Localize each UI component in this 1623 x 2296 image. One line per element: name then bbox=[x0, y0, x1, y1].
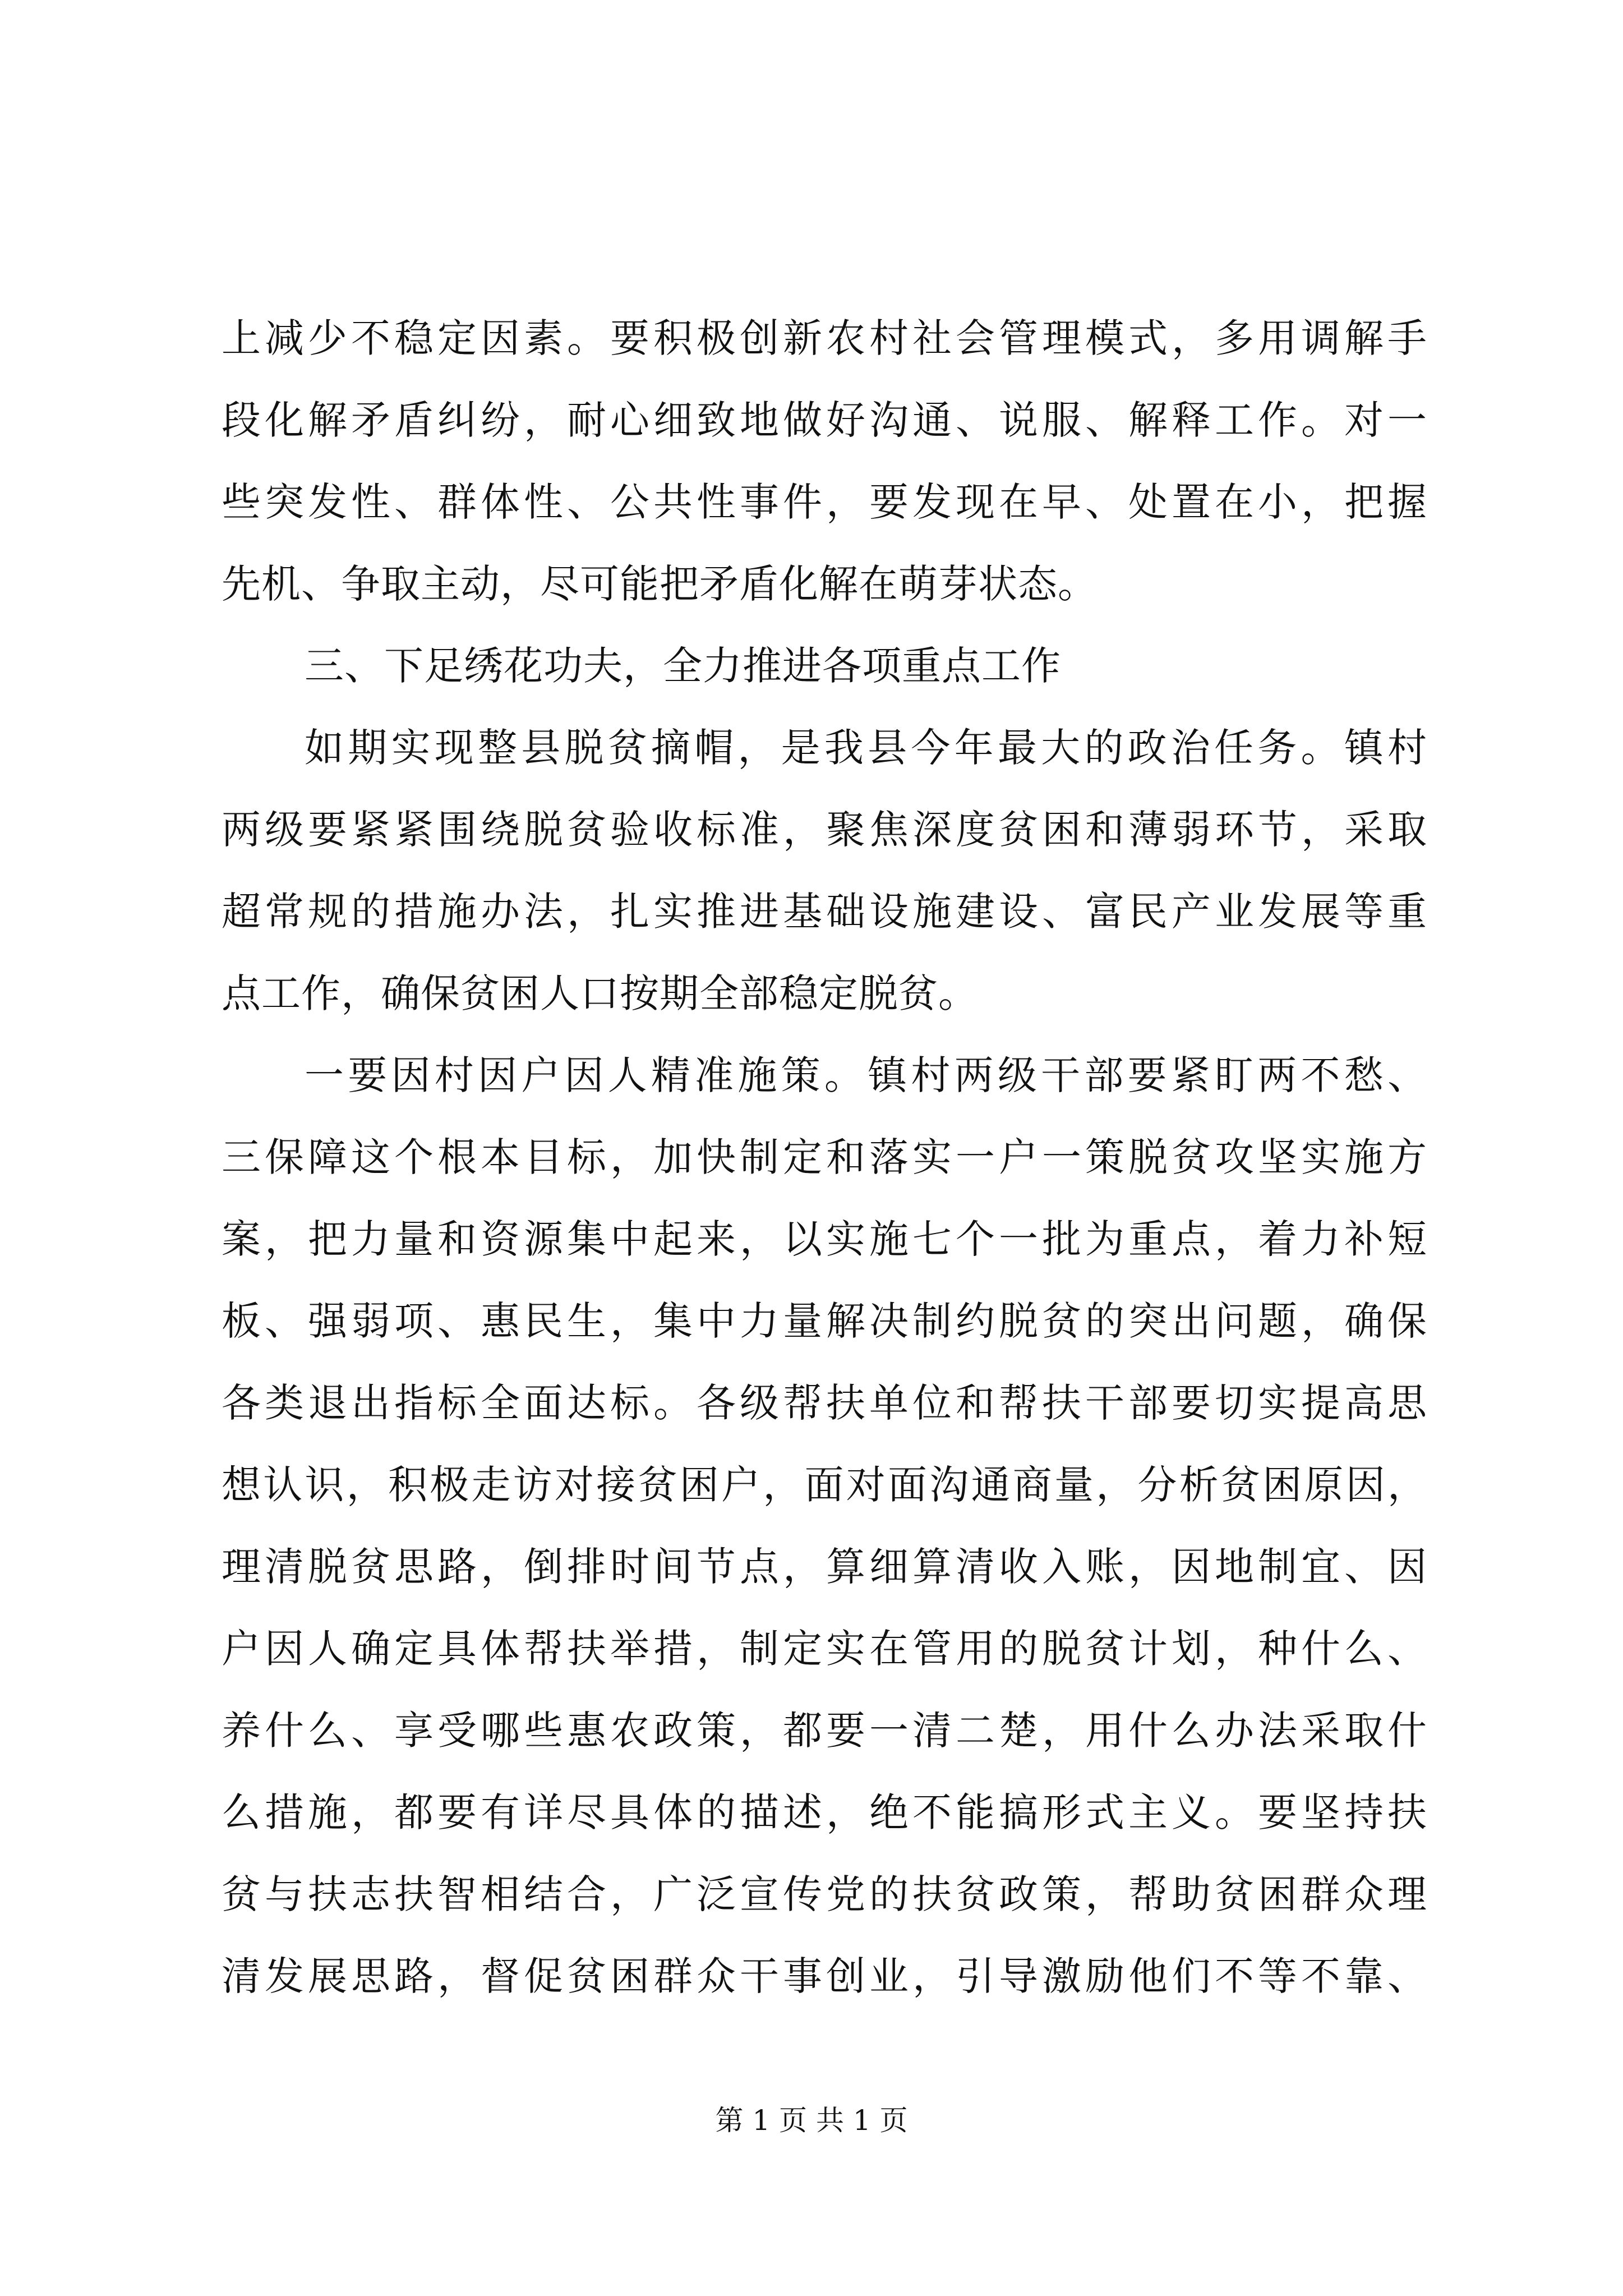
text-line: 超常规的措施办法，扎实推进基础设施建设、富民产业发展等重 bbox=[222, 889, 1427, 935]
text-line: 么措施，都要有详尽具体的描述，绝不能搞形式主义。要坚持扶 bbox=[222, 1789, 1427, 1835]
text-line: 先机、争取主动，尽可能把矛盾化解在萌芽状态。 bbox=[222, 561, 1098, 607]
text-line: 养什么、享受哪些惠农政策，都要一清二楚，用什么办法采取什 bbox=[222, 1708, 1427, 1754]
text-line: 板、强弱项、惠民生，集中力量解决制约脱贫的突出问题，确保 bbox=[222, 1298, 1427, 1344]
text-line: 一要因村因户因人精准施策。镇村两级干部要紧盯两不愁、 bbox=[305, 1052, 1427, 1098]
text-line: 想认识，积极走访对接贫困户，面对面沟通商量，分析贫困原因， bbox=[222, 1462, 1427, 1508]
text-line: 点工作，确保贫困人口按期全部稳定脱贫。 bbox=[222, 970, 978, 1016]
text-line: 段化解矛盾纠纷，耐心细致地做好沟通、说服、解释工作。对一 bbox=[222, 397, 1427, 443]
page-footer: 第 1 页 共 1 页 bbox=[715, 2104, 908, 2137]
text-line: 户因人确定具体帮扶举措，制定实在管用的脱贫计划，种什么、 bbox=[222, 1626, 1427, 1672]
text-line: 两级要紧紧围绕脱贫验收标准，聚焦深度贫困和薄弱环节，采取 bbox=[222, 807, 1427, 853]
text-line: 三、下足绣花功夫，全力推进各项重点工作 bbox=[305, 643, 1061, 689]
text-line: 各类退出指标全面达标。各级帮扶单位和帮扶干部要切实提高思 bbox=[222, 1380, 1427, 1426]
text-line: 案，把力量和资源集中起来，以实施七个一批为重点，着力补短 bbox=[222, 1216, 1427, 1262]
text-line: 上减少不稳定因素。要积极创新农村社会管理模式，多用调解手 bbox=[222, 315, 1427, 361]
text-line: 理清脱贫思路，倒排时间节点，算细算清收入账，因地制宜、因 bbox=[222, 1544, 1427, 1590]
text-line: 贫与扶志扶智相结合，广泛宣传党的扶贫政策，帮助贫困群众理 bbox=[222, 1871, 1427, 1917]
text-line: 如期实现整县脱贫摘帽，是我县今年最大的政治任务。镇村 bbox=[305, 725, 1427, 771]
text-line: 三保障这个根本目标，加快制定和落实一户一策脱贫攻坚实施方 bbox=[222, 1134, 1427, 1180]
text-line: 些突发性、群体性、公共性事件，要发现在早、处置在小，把握 bbox=[222, 479, 1427, 525]
document-body bbox=[222, 297, 1427, 2017]
text-line: 清发展思路，督促贫困群众干事创业，引导激励他们不等不靠、 bbox=[222, 1953, 1427, 1999]
